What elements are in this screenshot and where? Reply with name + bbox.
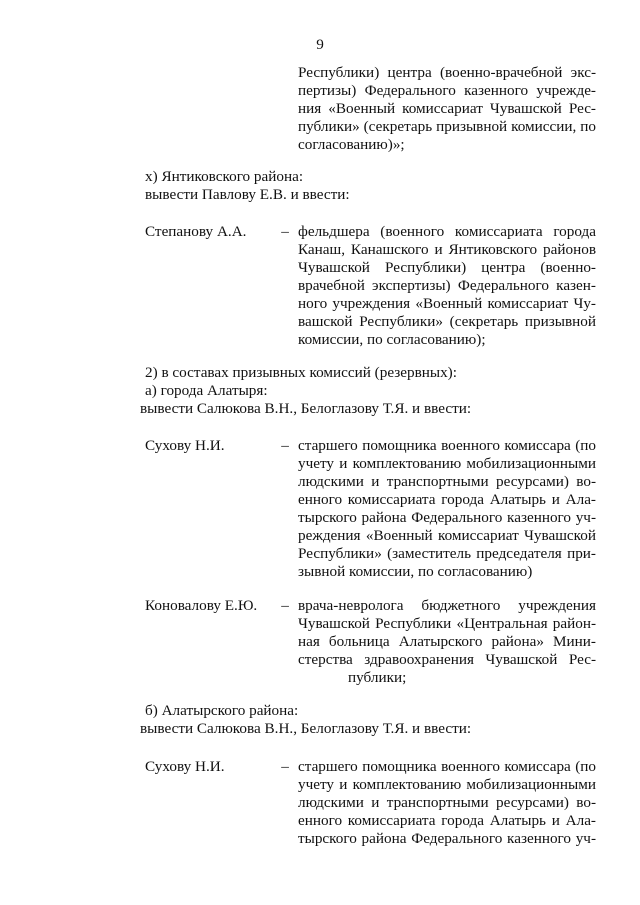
intro-line: ния «Военный комиссариат Чувашской Рес-: [298, 100, 596, 117]
position-line: учету и комплектованию мобилизационными: [298, 455, 596, 472]
section-instruction: вывести Салюкова В.Н., Белоглазову Т.Я. и ввести:: [140, 720, 472, 737]
position-line: Чувашской Республики) центра (военно-: [298, 259, 596, 276]
intro-line: публики» (секретарь призывной комиссии, по: [298, 118, 596, 135]
position-line: комиссии, по согласованию);: [298, 331, 486, 348]
position-line: тырского района Федерального казенного уч-: [298, 830, 596, 847]
position-line: врачебной экспертизы) Федерального казен-: [298, 277, 596, 294]
intro-line: согласованию)»;: [298, 136, 405, 153]
position-line: фельдшера (военного комиссариата города: [298, 223, 596, 240]
position-line: старшего помощника военного комиссара (по: [298, 758, 596, 775]
position-line: Республики» (заместитель председателя при-: [298, 545, 596, 562]
position-line: вашской Республики» (секретарь призывной: [298, 313, 596, 330]
position-line: публики;: [348, 669, 407, 686]
section-heading: х) Янтиковского района:: [145, 168, 304, 185]
position-line: Канаш, Канашского и Янтиковского районов: [298, 241, 596, 258]
position-line: тырского района Федерального казенного уч-: [298, 509, 596, 526]
person-name: Сухову Н.И.: [145, 437, 225, 454]
section-heading: 2) в составах призывных комиссий (резервных):: [145, 364, 457, 381]
person-name: Коновалову Е.Ю.: [145, 597, 258, 614]
dash-separator: –: [281, 758, 289, 775]
dash-separator: –: [281, 437, 289, 454]
dash-separator: –: [281, 223, 289, 240]
position-line: ная больница Алатырского района» Мини-: [298, 633, 596, 650]
position-line: старшего помощника военного комиссара (по: [298, 437, 596, 454]
page-number: 9: [316, 36, 324, 53]
position-line: Чувашской Республики «Центральная район-: [298, 615, 596, 632]
section-instruction: вывести Павлову Е.В. и ввести:: [145, 186, 350, 203]
position-line: ного учреждения «Военный комиссариат Чу-: [298, 295, 596, 312]
subsection-heading: а) города Алатыря:: [145, 382, 268, 399]
section-instruction: вывести Салюкова В.Н., Белоглазову Т.Я. и ввести:: [140, 400, 472, 417]
position-line: стерства здравоохранения Чувашской Рес-: [298, 651, 596, 668]
person-name: Степанову А.А.: [145, 223, 247, 240]
position-line: енного комиссариата города Алатырь и Ала-: [298, 491, 596, 508]
dash-separator: –: [281, 597, 289, 614]
position-line: людскими и транспортными ресурсами) во-: [298, 473, 596, 490]
position-line: зывной комиссии, по согласованию): [298, 563, 533, 580]
position-line: енного комиссариата города Алатырь и Ала-: [298, 812, 596, 829]
position-line: людскими и транспортными ресурсами) во-: [298, 794, 596, 811]
intro-line: Республики) центра (военно-врачебной экс-: [298, 64, 596, 81]
intro-line: пертизы) Федерального казенного учрежде-: [298, 82, 596, 99]
subsection-heading: б) Алатырского района:: [145, 702, 299, 719]
position-line: реждения «Военный комиссариат Чувашской: [298, 527, 596, 544]
position-line: учету и комплектованию мобилизационными: [298, 776, 596, 793]
person-name: Сухову Н.И.: [145, 758, 225, 775]
position-line: врача-невролога бюджетного учреждения: [298, 597, 596, 614]
